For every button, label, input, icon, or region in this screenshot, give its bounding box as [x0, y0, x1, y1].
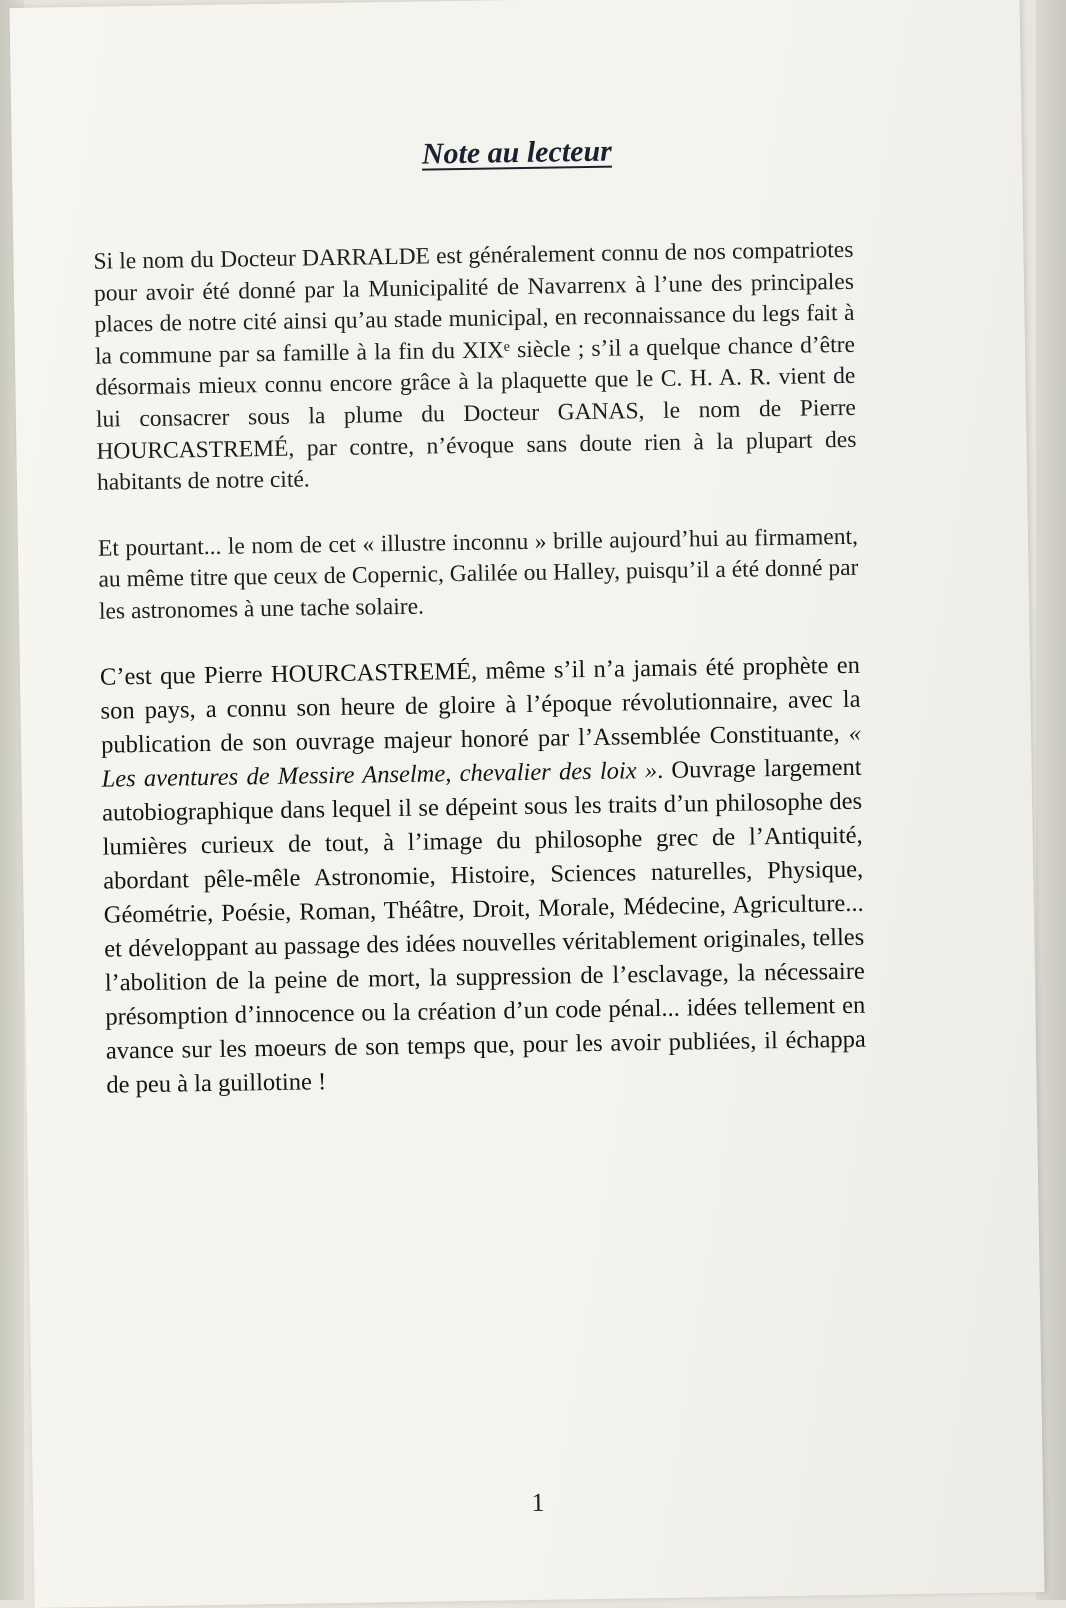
- page-title: Note au lecteur: [421, 134, 613, 171]
- paragraph-1: Si le nom du Docteur DARRALDE est généralement connu de nos compatriotes pour avoir été donné par la Municipalité de Navarrenx à l’une des principales places de notre cité ainsi qu’au stade municipal, en reconnaissance du legs fait à la commune par sa famille à la fin du XIXᵉ siècle ; s’il a quelque chance d’être désormais mieux connu encore grâce à la plaquette que le C. H. A. R. vient de lui consacrer sous la plume du Docteur GANAS, le nom de Pierre HOURCASTREMÉ, par contre, n’évoque sans doute rien à la plupart des habitants de notre cité.: [93, 236, 857, 496]
- paragraph-3: [100, 648, 867, 1102]
- paragraph-3-start: C’est que Pierre HOURCASTREMÉ, même s’il n’a jamais été prophète en son pays, a connu son heure de gloire à l’époque révolutionnaire, avec la publication de son ouvrage majeur honoré par l’Assemblée Constituante,: [99, 651, 861, 759]
- paragraph-3-end: . Ouvrage largement autobiographique dans lequel il se dépeint sous les traits d’un philosophe des lumières curieux de tout, à l’image du philosophe grec de l’Antiquité, abordant pêle-mêle Astronomie, Histoire, Sciences naturelles, Physique, Géométrie, Poésie, Roman, Théâtre, Droit, Morale, Médecine, Agriculture... et développant au passage des idées nouvelles véritablement originales, telles l’abolition de la peine de mort, la suppression de l’esclavage, la nécessaire présomption d’innocence ou la création d’un code pénal... idées tellement en avance sur les moeurs de son temps que, pour les avoir publiées, il échappa de peu à la guillotine !: [101, 753, 867, 1099]
- book-title-citation: « Les aventures de Messire Anselme, chevalier des loix »: [101, 719, 862, 793]
- page-number: 1: [531, 1487, 545, 1518]
- book-page: [9, 0, 1044, 1608]
- paragraph-2: Et pourtant... le nom de cet « illustre inconnu » brille aujourd’hui au firmament, au même titre que ceux de Copernic, Galilée ou Halley, puisqu’il a été donné par les astronomes à une tache solaire.: [97, 523, 859, 625]
- body-text: [93, 235, 867, 1134]
